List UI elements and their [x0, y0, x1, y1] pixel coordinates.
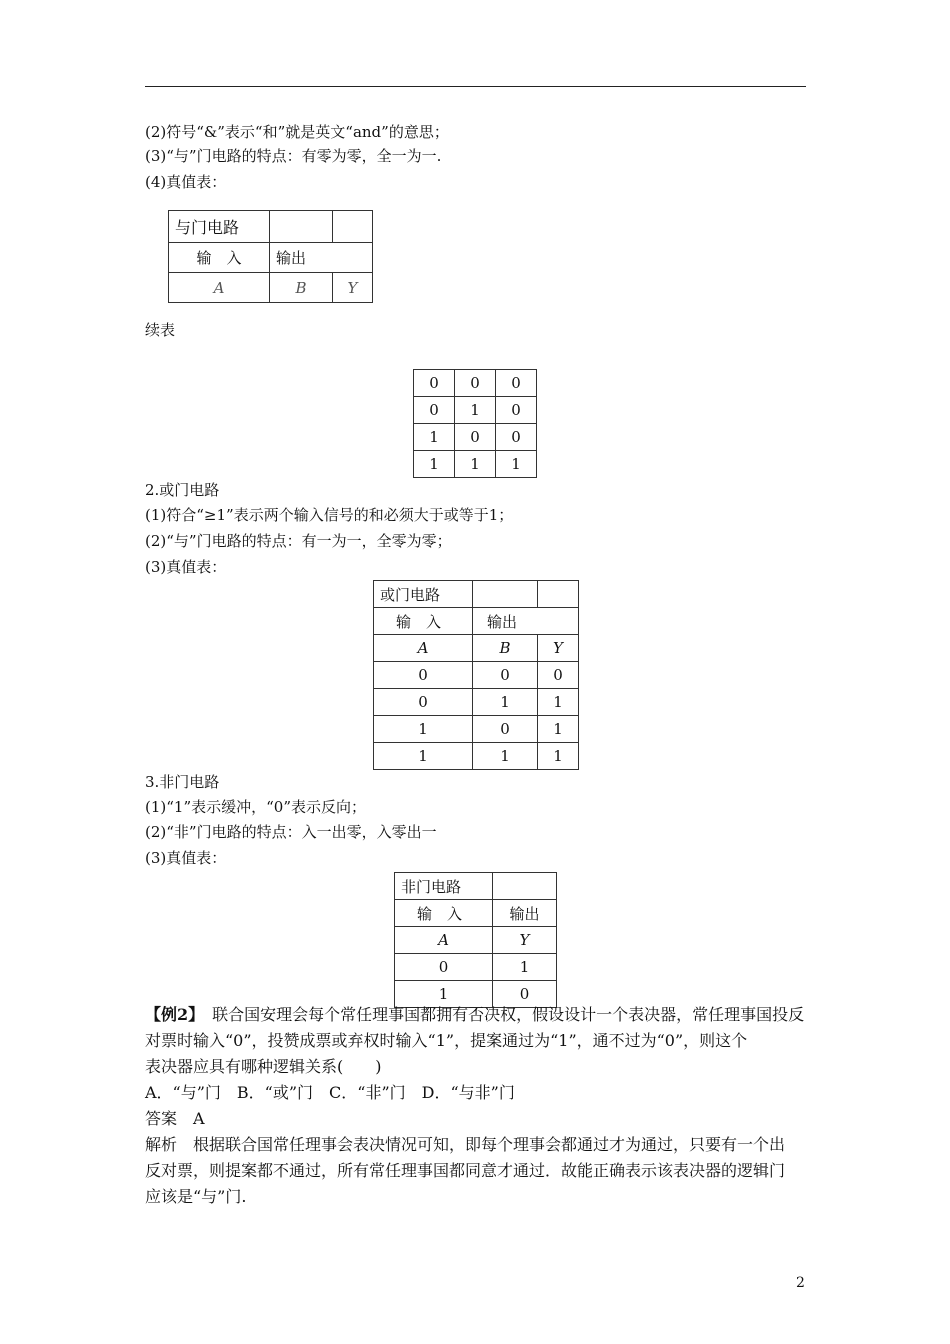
example-text-2: 对票时输入“0”，投赞成票或弃权时输入“1”，提案通过为“1”，通不过为“0”，则这个: [145, 1031, 748, 1050]
table-cell: 1: [473, 743, 538, 770]
not-table-title: 非门电路: [395, 873, 493, 900]
example-first-line: [145, 1005, 804, 1025]
table-cell: 0: [414, 370, 455, 397]
page-number: 2: [796, 1275, 805, 1291]
not-symbol-text: (1)“1”表示缓冲，“0”表示反向；: [145, 798, 367, 816]
or-input-header: 输 入: [374, 608, 473, 635]
example-text-3: 表决器应具有哪种逻辑关系( ): [145, 1057, 382, 1076]
table-cell: 1: [538, 716, 579, 743]
table-cell: 0: [473, 716, 538, 743]
table-cell: 1: [473, 689, 538, 716]
example-analysis-2: 反对票，则提案都不通过，所有常任理事国都同意才通过．故能正确表示该表决器的逻辑门: [145, 1161, 786, 1180]
table-cell: 1: [374, 743, 473, 770]
table-cell: 0: [496, 370, 537, 397]
and-symbol-text: (2)符号“&”表示“和”就是英文“and”的意思；: [145, 123, 449, 141]
and-gate-table: [168, 210, 373, 303]
not-truth-table-label: (3)真值表：: [145, 849, 227, 867]
not-input-header: 输 入: [395, 900, 493, 927]
and-continued-label: 续表: [145, 321, 176, 339]
table-cell: 1: [395, 981, 493, 1008]
table-cell: 0: [496, 424, 537, 451]
or-col-b: B: [473, 635, 538, 662]
or-feature-text: (2)“与”门电路的特点：有一为一，全零为零；: [145, 532, 452, 550]
not-output-header: 输出: [493, 900, 557, 927]
not-feature-text: (2)“非”门电路的特点：入一出零，入零出一: [145, 823, 437, 841]
table-cell: 1: [496, 451, 537, 478]
and-col-b: B: [270, 273, 333, 303]
and-input-header: 输 入: [169, 243, 270, 273]
or-output-header: 输出: [473, 608, 579, 635]
example-answer: 答案 A: [145, 1109, 205, 1128]
or-col-a: A: [374, 635, 473, 662]
example-analysis-1: 解析 根据联合国常任理事会表决情况可知，即每个理事会都通过才为通过，只要有一个出: [145, 1135, 786, 1154]
or-heading: 2.或门电路: [145, 481, 220, 499]
table-cell: 0: [538, 662, 579, 689]
table-cell: 0: [455, 424, 496, 451]
table-cell: 1: [455, 451, 496, 478]
not-heading: 3.非门电路: [145, 773, 220, 791]
table-cell: 0: [473, 662, 538, 689]
table-cell: 1: [414, 424, 455, 451]
or-symbol-text: (1)符合“≥1”表示两个输入信号的和必须大于或等于1；: [145, 506, 514, 524]
table-cell: 1: [538, 689, 579, 716]
table-cell: 1: [455, 397, 496, 424]
or-col-y: Y: [538, 635, 579, 662]
table-cell: 0: [496, 397, 537, 424]
table-cell: 0: [414, 397, 455, 424]
and-output-header: 输出: [270, 243, 373, 273]
or-gate-table: [373, 580, 579, 770]
and-col-y: Y: [333, 273, 373, 303]
and-continued-table: [413, 369, 537, 478]
and-table-title: 与门电路: [169, 211, 270, 243]
and-feature-text: (3)“与”门电路的特点：有零为零，全一为一.: [145, 147, 442, 165]
table-cell: 0: [493, 981, 557, 1008]
or-table-title: 或门电路: [374, 581, 473, 608]
example-options: A．“与”门 B．“或”门 C．“非”门 D．“与非”门: [145, 1083, 515, 1102]
not-col-y: Y: [493, 927, 557, 954]
not-gate-table: [394, 872, 557, 1008]
table-cell: 1: [374, 716, 473, 743]
and-truth-table-label: (4)真值表：: [145, 173, 227, 191]
header-rule: [145, 86, 806, 87]
and-col-a: A: [169, 273, 270, 303]
table-cell: 0: [374, 689, 473, 716]
example-label: 【例2】: [145, 1005, 197, 1024]
or-truth-table-label: (3)真值表：: [145, 558, 227, 576]
not-col-a: A: [395, 927, 493, 954]
table-cell: 0: [395, 954, 493, 981]
table-cell: 1: [414, 451, 455, 478]
table-cell: 0: [455, 370, 496, 397]
table-cell: 0: [374, 662, 473, 689]
example-analysis-3: 应该是“与”门.: [145, 1187, 247, 1206]
table-cell: 1: [493, 954, 557, 981]
table-cell: 1: [538, 743, 579, 770]
example-text-1: 联合国安理会每个常任理事国都拥有否决权，假设设计一个表决器，常任理事国投反: [196, 1005, 805, 1024]
